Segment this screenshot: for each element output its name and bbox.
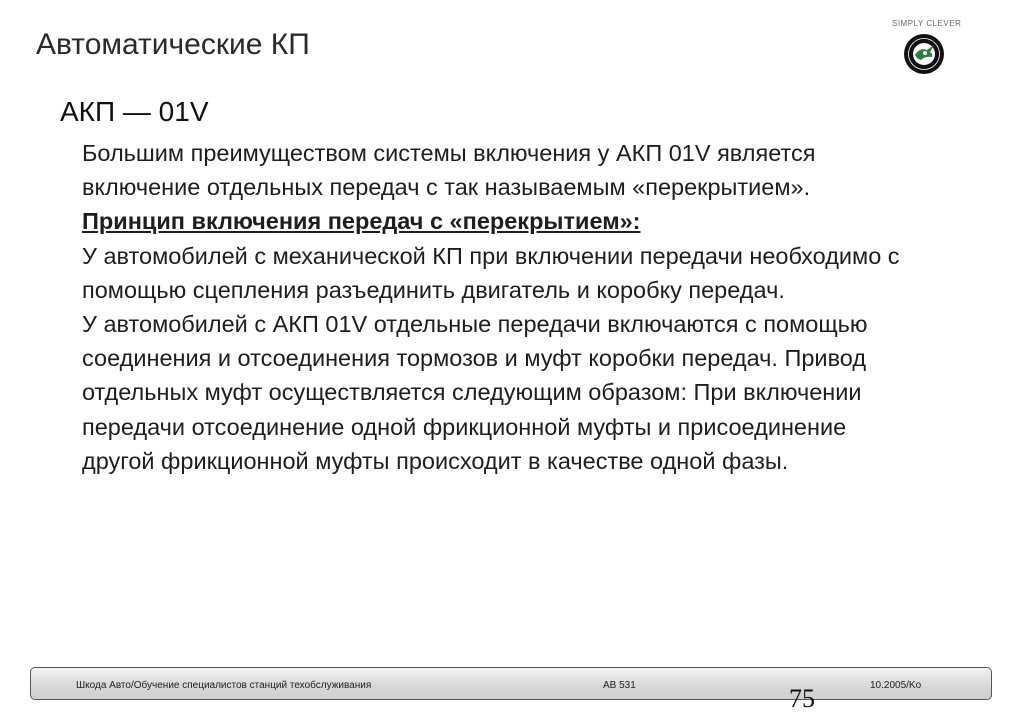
page-title: Автоматические КП [36,28,310,61]
footer-code: АВ 531 [603,680,636,691]
section-subtitle: АКП — 01V [60,96,209,127]
brand-tagline: SIMPLY CLEVER [892,19,962,28]
paragraph-manual: У автомобилей с механической КП при включении передачи необходимо с помощью сцепления разъединить двигатель и коробку передач. [82,242,900,303]
skoda-logo-icon [903,33,945,75]
body-text [82,136,922,478]
footer-course: Шкода Авто/Обучение специалистов станций техобслуживания [76,680,372,691]
page-number: 75 [789,684,815,713]
footer-date: 10.2005/Ko [870,680,922,691]
paragraph-intro: Большим преимуществом системы включения у АКП 01V является включение отдельных передач с так называемым «перекрытием». [82,140,816,201]
paragraph-heading: Принцип включения передач с «перекрытием»: [82,208,641,235]
paragraph-automatic: У автомобилей с АКП 01V отдельные передачи включаются с помощью соединения и отсоединения тормозов и муфт коробки передач. Привод отдельных муфт осуществляется следующим образом: При включении передачи отсоединение одной фрикционной муфты и присоединение другой фрикционной муфты происходит в качестве одной фазы. [82,311,868,474]
